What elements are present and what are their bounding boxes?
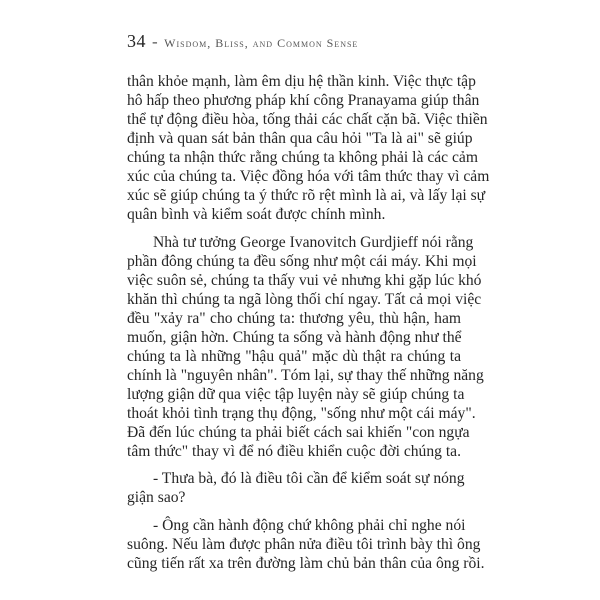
text-line: chúng ta là những "hậu quả" mặc dù thật ra chúng ta [127,347,461,365]
text-line: thể tự động điều hòa, tống thải các chất cặn bã. Việc thiền [127,111,488,128]
text-line: tâm thức" thay vì để nó điều khiển cuộc đời chúng ta. [127,442,461,460]
text-line: xúc của chúng ta. Việc đồng hóa với tâm thức thay vì cảm [127,168,490,185]
running-title: Wisdom, Bliss, and Common Sense [164,36,359,50]
text-line: hô hấp theo phương pháp khí công Pranayama giúp thân [127,92,480,109]
paragraph [127,469,465,507]
text-line: thân khỏe mạnh, làm êm dịu hệ thần kinh. Việc thực tập [127,73,476,90]
text-line: muốn, giận hờn. Chúng ta sống và hành động như thể [127,328,462,346]
page-body [127,72,490,581]
text-line: thoát khỏi tình trạng thụ động, "sống như một cái máy". [127,404,476,422]
text-line: khăn thì chúng ta ngã lòng thối chí ngay. Tất cả mọi việc [127,290,482,308]
text-line: - Ông cần hành động chứ không phải chỉ nghe nói [153,516,466,534]
text-line: chính là "nguyên nhân". Tóm lại, sự thay thế những năng [127,366,484,384]
text-line: suông. Nếu làm được phân nửa điều tôi trình bày thì ông [127,535,481,553]
running-header [127,31,358,52]
text-line: giận sao? [127,489,186,506]
paragraph [127,516,485,573]
text-line: cũng tiến rất xa trên đường làm chủ bản thân của ông rồi. [127,554,485,572]
text-line: chúng ta nhận thức rằng chúng ta không phải là các cảm [127,149,478,166]
text-line: đều "xảy ra" cho chúng ta: thương yêu, thù hận, ham [127,309,461,327]
text-line: định và quan sát bản thân qua câu hỏi "Ta là ai" sẽ giúp [127,130,473,147]
paragraph [127,233,484,461]
paragraph [127,72,490,224]
page-number: 34 [127,31,146,51]
text-line: việc suôn sẻ, chúng ta thấy vui vẻ nhưng khi gặp lúc khó [127,271,482,289]
text-line: Nhà tư tưởng George Ivanovitch Gurdjieff nói rằng [153,233,474,251]
text-line: lượng giận dữ qua việc tập luyện này sẽ giúp chúng ta [127,385,465,403]
text-line: - Thưa bà, đó là điều tôi cần để kiểm soát sự nóng [153,470,465,487]
header-separator: - [152,32,159,51]
text-line: xúc sẽ giúp chúng ta ý thức rõ rệt mình là ai, và lấy lại sự [127,187,486,204]
text-line: quân bình và kiểm soát được chính mình. [127,206,386,223]
text-line: Đã đến lúc chúng ta phải biết cách sai khiến "con ngựa [127,423,470,441]
text-line: phần đông chúng ta đều sống như một cái máy. Khi mọi [127,252,477,270]
